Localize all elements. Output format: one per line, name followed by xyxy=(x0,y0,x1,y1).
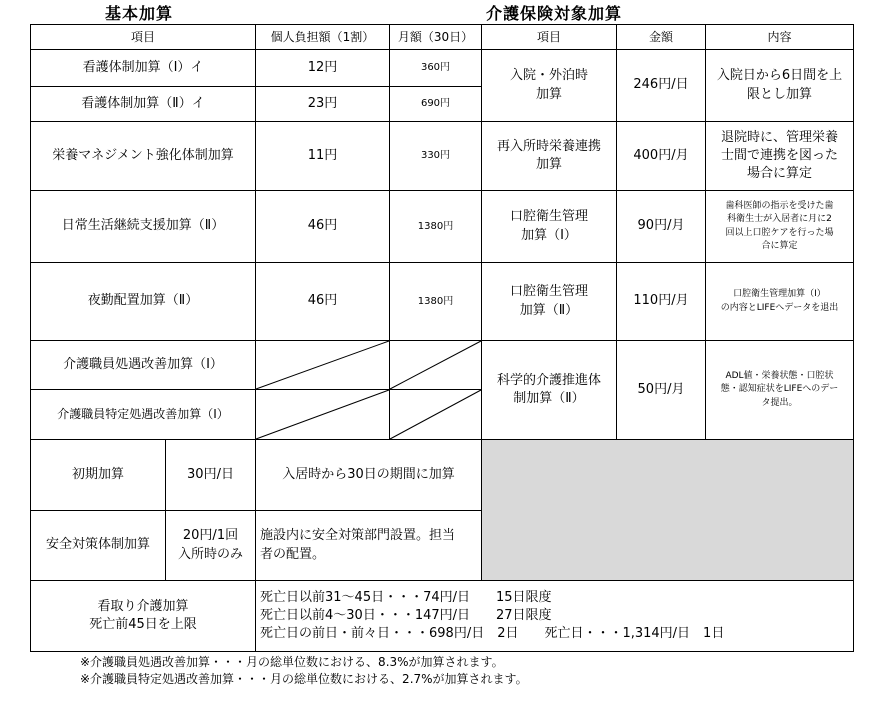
basic-header-personal: 個人負担額（1割） xyxy=(255,24,390,50)
mitori-line: 死亡日の前日・前々日・・・698円/日 2日 死亡日・・・1,314円/日 1日 xyxy=(260,626,725,642)
basic-row-monthly: 690円 xyxy=(389,86,482,122)
basic-row-monthly-empty xyxy=(389,340,482,390)
kaigo-row-item: 科学的介護推進体 制加算（Ⅱ） xyxy=(481,340,617,440)
kaigo-row-amount: 50円/月 xyxy=(616,340,706,440)
lower-row-content: 入居時から30日の期間に加算 xyxy=(255,439,482,511)
footnote: ※介護職員処遇改善加算・・・月の総単位数における、8.3%が加算されます。 xyxy=(80,655,504,669)
basic-row-item: 看護体制加算（Ⅱ）イ xyxy=(30,86,256,122)
lower-row-amount: 20円/1回 入所時のみ xyxy=(165,510,256,581)
basic-row-item: 日常生活継続支援加算（Ⅱ） xyxy=(30,190,256,263)
lower-row-content: 施設内に安全対策部門設置。担当 者の配置。 xyxy=(255,510,482,581)
basic-row-item: 看護体制加算（Ⅰ）イ xyxy=(30,49,256,87)
basic-row-monthly: 1380円 xyxy=(389,190,482,263)
lower-row-item: 安全対策体制加算 xyxy=(30,510,166,581)
kaigo-row-item: 口腔衛生管理 加算（Ⅰ） xyxy=(481,190,617,263)
kaigo-row-amount: 110円/月 xyxy=(616,262,706,341)
basic-header-monthly: 月額（30日） xyxy=(389,24,482,50)
kaigo-row-amount: 90円/月 xyxy=(616,190,706,263)
empty-gray-area xyxy=(481,439,854,581)
basic-header-item: 項目 xyxy=(30,24,256,50)
kaigo-header-amount: 金額 xyxy=(616,24,706,50)
kaigo-header-item: 項目 xyxy=(481,24,617,50)
basic-row-personal: 11円 xyxy=(255,121,390,191)
mitori-details xyxy=(255,580,854,652)
basic-row-monthly: 1380円 xyxy=(389,262,482,341)
basic-row-monthly: 330円 xyxy=(389,121,482,191)
kaigo-row-amount: 400円/月 xyxy=(616,121,706,191)
kaigo-row-content: 退院時に、管理栄養 士間で連携を図った 場合に算定 xyxy=(705,121,854,191)
mitori-label: 看取り介護加算 死亡前45日を上限 xyxy=(30,580,256,652)
basic-row-monthly-empty xyxy=(389,389,482,440)
kaigo-row-content: 入院日から6日間を上 限とし加算 xyxy=(705,49,854,122)
basic-row-monthly: 360円 xyxy=(389,49,482,87)
kaigo-title: 介護保険対象加算 xyxy=(486,4,623,23)
kaigo-row-item: 再入所時栄養連携 加算 xyxy=(481,121,617,191)
lower-row-item: 初期加算 xyxy=(30,439,166,511)
lower-row-amount: 30円/日 xyxy=(165,439,256,511)
basic-row-personal: 12円 xyxy=(255,49,390,87)
basic-row-item: 介護職員特定処遇改善加算（Ⅰ） xyxy=(30,389,256,440)
basic-row-item: 介護職員処遇改善加算（Ⅰ） xyxy=(30,340,256,390)
kaigo-row-content: 歯科医師の指示を受けた歯 科衛生士が入居者に月に2 回以上口腔ケアを行った場 合に算定 xyxy=(705,190,854,263)
footnote: ※介護職員特定処遇改善加算・・・月の総単位数における、2.7%が加算されます。 xyxy=(80,672,528,686)
kaigo-row-content: 口腔衛生管理加算（Ⅰ） の内容とLIFEへデータを退出 xyxy=(705,262,854,341)
kaigo-row-content: ADL値・栄養状態・口腔状 態・認知症状をLIFEへのデー タ提出。 xyxy=(705,340,854,440)
basic-row-personal: 46円 xyxy=(255,262,390,341)
kaigo-row-item: 口腔衛生管理 加算（Ⅱ） xyxy=(481,262,617,341)
mitori-line: 死亡日以前4～30日・・・147円/日 27日限度 xyxy=(260,607,552,623)
basic-row-personal: 46円 xyxy=(255,190,390,263)
basic-row-item: 栄養マネジメント強化体制加算 xyxy=(30,121,256,191)
basic-row-personal-empty xyxy=(255,389,390,440)
basic-row-personal-empty xyxy=(255,340,390,390)
kaigo-row-item: 入院・外泊時 加算 xyxy=(481,49,617,122)
basic-row-personal: 23円 xyxy=(255,86,390,122)
kaigo-header-content: 内容 xyxy=(705,24,854,50)
kaigo-row-amount: 246円/日 xyxy=(616,49,706,122)
basic-title: 基本加算 xyxy=(105,4,174,23)
basic-row-item: 夜勤配置加算（Ⅱ） xyxy=(30,262,256,341)
mitori-line: 死亡日以前31～45日・・・74円/日 15日限度 xyxy=(260,589,552,605)
